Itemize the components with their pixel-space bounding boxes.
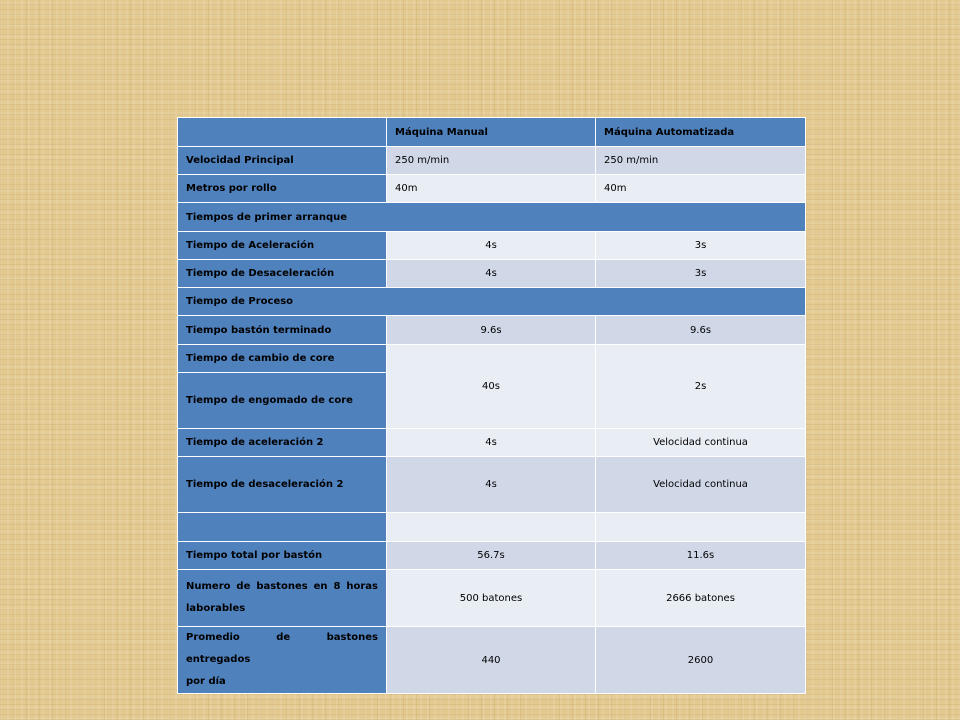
value-automatizada: Velocidad continua [596, 429, 806, 457]
row-label [178, 570, 387, 627]
value-manual: 40s [387, 345, 596, 429]
value-automatizada: 40m [596, 175, 806, 203]
table-row [178, 147, 806, 175]
table-row [178, 542, 806, 570]
value-automatizada: 9.6s [596, 316, 806, 345]
value-automatizada [596, 513, 806, 542]
value-manual: 4s [387, 232, 596, 260]
row-label [178, 513, 387, 542]
row-label: Tiempo de Desaceleración [178, 260, 387, 288]
row-label: Tiempo de desaceleración 2 [178, 457, 387, 513]
row-label-line: Promedio de bastones entregados [186, 632, 378, 665]
row-label-line: laborables [186, 603, 246, 614]
row-label: Metros por rollo [178, 175, 387, 203]
value-automatizada: Velocidad continua [596, 457, 806, 513]
row-label: Tiempo total por bastón [178, 542, 387, 570]
value-manual: 440 [387, 627, 596, 694]
value-manual: 56.7s [387, 542, 596, 570]
section-row [178, 288, 806, 316]
value-manual: 9.6s [387, 316, 596, 345]
value-manual: 4s [387, 429, 596, 457]
row-label: Tiempo de aceleración 2 [178, 429, 387, 457]
value-manual: 250 m/min [387, 147, 596, 175]
value-manual [387, 513, 596, 542]
comparison-table [177, 117, 806, 694]
value-automatizada: 2s [596, 345, 806, 429]
table-row [178, 260, 806, 288]
table-row [178, 345, 806, 373]
table-header-row [178, 118, 806, 147]
table-row [178, 457, 806, 513]
header-cell-empty [178, 118, 387, 147]
table-row [178, 232, 806, 260]
value-automatizada: 2600 [596, 627, 806, 694]
table-row [178, 429, 806, 457]
value-automatizada: 2666 batones [596, 570, 806, 627]
row-label-line: por día [186, 676, 226, 687]
value-manual: 500 batones [387, 570, 596, 627]
table-row [178, 513, 806, 542]
section-heading: Tiempos de primer arranque [178, 203, 806, 232]
row-label-line: Numero de bastones en 8 horas [186, 581, 378, 592]
table-row [178, 316, 806, 345]
table-row [178, 570, 806, 627]
row-label: Tiempo de cambio de core [178, 345, 387, 373]
value-manual: 4s [387, 457, 596, 513]
section-heading: Tiempo de Proceso [178, 288, 806, 316]
row-label [178, 627, 387, 694]
table-row [178, 627, 806, 694]
row-label: Tiempo de engomado de core [178, 373, 387, 429]
section-row [178, 203, 806, 232]
table-row [178, 175, 806, 203]
header-cell-automatizada: Máquina Automatizada [596, 118, 806, 147]
value-automatizada: 3s [596, 232, 806, 260]
value-automatizada: 250 m/min [596, 147, 806, 175]
value-manual: 4s [387, 260, 596, 288]
row-label: Tiempo bastón terminado [178, 316, 387, 345]
header-cell-manual: Máquina Manual [387, 118, 596, 147]
row-label: Tiempo de Aceleración [178, 232, 387, 260]
value-automatizada: 11.6s [596, 542, 806, 570]
value-automatizada: 3s [596, 260, 806, 288]
row-label: Velocidad Principal [178, 147, 387, 175]
value-manual: 40m [387, 175, 596, 203]
